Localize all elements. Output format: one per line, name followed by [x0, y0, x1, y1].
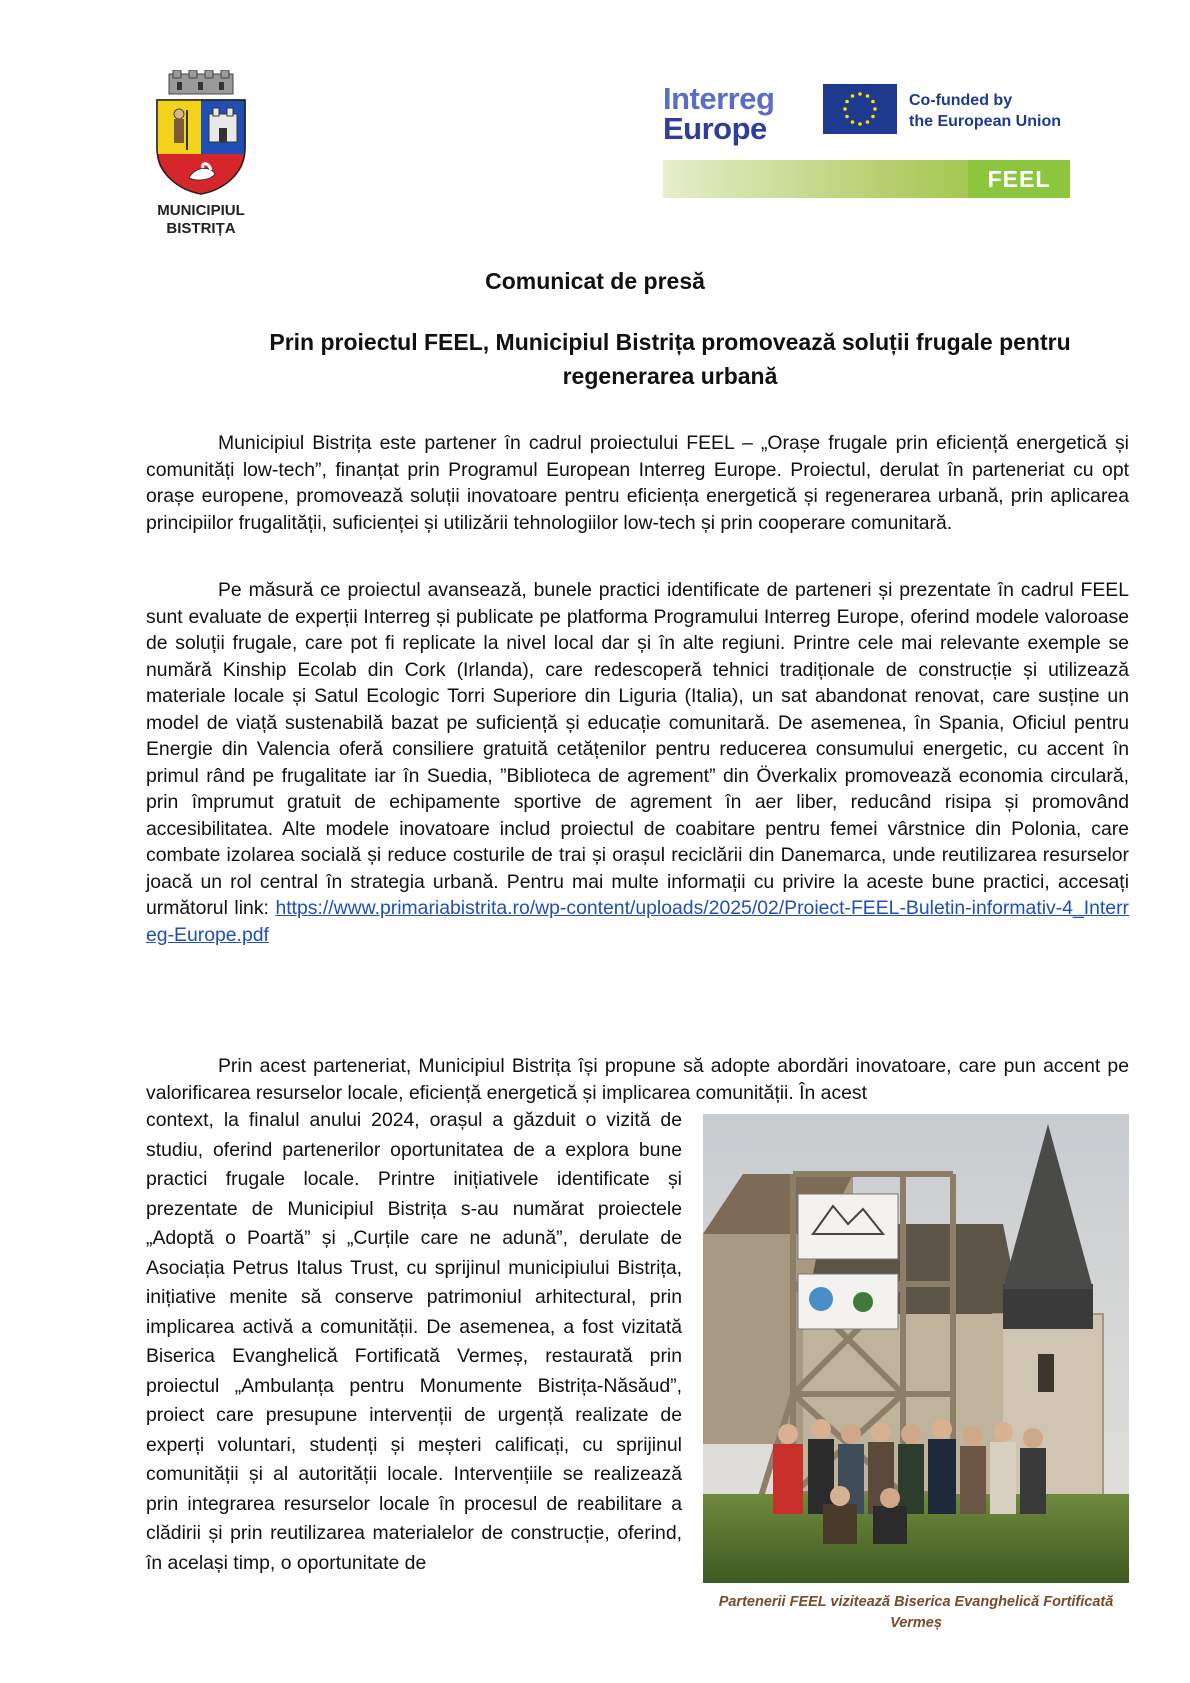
eu-star-icon	[873, 107, 877, 111]
document-type-title: Comunicat de presă	[485, 268, 705, 294]
paragraph-3	[146, 1053, 1129, 1106]
municipality-crest	[142, 70, 260, 238]
eu-star-icon	[851, 94, 855, 98]
eu-star-icon	[845, 100, 849, 104]
eu-star-icon	[851, 120, 855, 124]
eu-star-icon	[845, 115, 849, 119]
eu-star-icon	[858, 92, 862, 96]
feel-tag: FEEL	[968, 160, 1070, 198]
interreg-europe-logo	[663, 81, 803, 146]
paragraph-3-continued: context, la finalul anului 2024, orașul a găzduit o vizită de studiu, oferind partenerilor oportunitatea de a explora bune practici frugale locale. Printre inițiativele identificate și prezentate de Municipiul Bistrița s-au numărat proiectele „Adoptă o Poartă” și „Curțile care ne adună”, derulate de Asociația Petrus Italus Trust, cu sprijinul municipiului Bistrița, inițiative menite să conserve patrimoniul arhitectural, prin implicarea activă a comunității. De asemenea, a fost vizitată Biserica Evanghelică Fortificată Vermeș, restaurată prin proiectul „Ambulanța pentru Monumente Bistrița-Năsăud”, proiect care presupune intervenții de urgență realizate de experți voluntari, studenți și meșteri calificați, cu sprijinul comunității și al autorității locale. Intervențiile se realizează prin integrarea resurselor locale în procesul de reabilitare a clădirii și prin reutilizarea materialelor de construcție, oferind, în același timp, o oportunitate de	[146, 1109, 682, 1574]
eu-star-icon	[866, 120, 870, 124]
eu-star-icon	[871, 100, 875, 104]
interreg-logo-line2: Europe	[663, 111, 767, 146]
cofunded-line2: the European Union	[909, 113, 1061, 130]
eu-star-icon	[843, 107, 847, 111]
paragraph-1-text: Municipiul Bistrița este partener în cadrul proiectului FEEL – „Orașe frugale prin eficiență energetică și comunități low-tech”, finanțat prin Programul European Interreg Europe. Proiectul, derulat în parteneriat cu opt orașe europene, promovează soluții inovatoare pentru eficiența energetică și regenerarea urbană, prin aplicarea principiilor frugalității, suficienței și utilizării tehnologiilor low-tech și prin cooperare comunitară.	[146, 432, 1129, 534]
paragraph-2	[146, 577, 1129, 948]
eu-flag-icon	[823, 84, 897, 134]
feel-project-banner	[663, 160, 1070, 198]
paragraph-3-text: Prin acest parteneriat, Municipiul Bistrița își propune să adopte abordări inovatoare, care pun accent pe valorificarea resurselor locale, eficiență energetică și implicarea comunității. În acest	[146, 1055, 1129, 1104]
paragraph-1	[146, 430, 1129, 536]
coat-of-arms-icon	[151, 70, 251, 196]
interreg-logo-line1: Interreg	[663, 81, 775, 116]
crest-label-line2: BISTRIȚA	[166, 220, 236, 237]
press-release-headline: Prin proiectul FEEL, Municipiul Bistrița promovează soluții frugale pentru regenerarea urbană	[269, 329, 1071, 389]
eu-star-icon	[871, 115, 875, 119]
photo-caption: Partenerii FEEL vizitează Biserica Evanghelică Fortificată Vermeș	[718, 1594, 1114, 1631]
church-scaffolding-photo-icon	[703, 1114, 1129, 1583]
cofunded-line1: Co-funded by	[909, 92, 1013, 109]
crest-label-line1: MUNICIPIUL	[157, 202, 245, 219]
bulletin-link[interactable]: https://www.primariabistrita.ro/wp-content/uploads/2025/02/Proiect-FEEL-Buletin-informativ-4_Interreg-Europe.pdf	[146, 897, 1129, 946]
cofunded-label	[909, 90, 1089, 132]
eu-star-icon	[866, 94, 870, 98]
paragraph-2-text: Pe măsură ce proiectul avansează, bunele practici identificate de parteneri și prezentate în cadrul FEEL sunt evaluate de experții Interreg și publicate pe platforma Programului Interreg Europe, oferind modele valoroase de soluții frugale, care pot fi replicate la nivel local dar și în alte regiuni. Printre cele mai relevante exemple se numără Kinship Ecolab din Cork (Irlanda), care redescoperă tehnici tradiționale de construcție și utilizează materiale locale și Satul Ecologic Torri Superiore din Liguria (Italia), un sat abandonat renovat, care susține un model de viață sustenabilă bazat pe suficiență și educație comunitară. De asemenea, în Spania, Oficiul pentru Energie din Valencia oferă consiliere gratuită cetățenilor pentru reducerea consumului energetic, cu accent în primul rând pe frugalitate iar în Suedia, ”Biblioteca de agrement” din Överkalix promovează economia circulară, prin împrumut gratuit de echipamente sportive de agrement în aer liber, reducând risipa și promovând accesibilitatea. Alte modele inovatoare includ proiectul de coabitare pentru femei vârstnice din Polonia, care combate izolarea socială și reduce costurile de trai și orașul reciclării din Danemarca, unde reutilizarea resurselor joacă un rol central în strategia urbană. Pentru mai multe informații cu privire la aceste bune practici, accesați următorul link:	[146, 579, 1129, 919]
eu-star-icon	[858, 122, 862, 126]
church-visit-photo	[703, 1114, 1129, 1583]
